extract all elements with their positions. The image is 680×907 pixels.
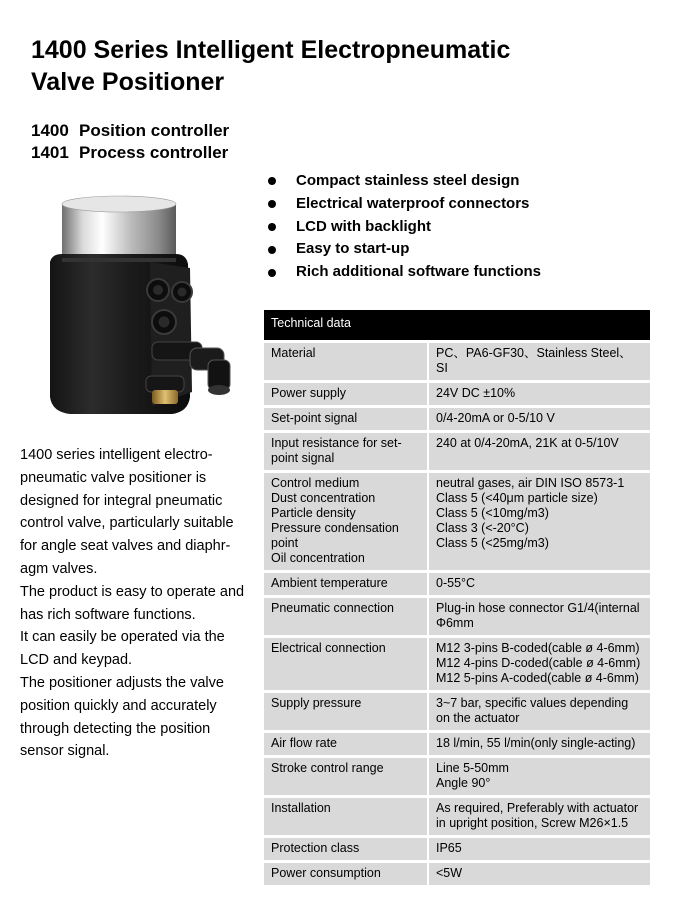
description-paragraph: The product is easy to operate and has rich software functions.	[20, 583, 245, 623]
cell-label	[264, 862, 428, 887]
model-item	[31, 120, 229, 142]
bullet-icon	[268, 269, 276, 277]
table-row	[264, 597, 650, 637]
cell-value	[428, 692, 650, 732]
cell-value-line: neutral gases, air DIN ISO 8573-1	[436, 476, 625, 490]
cell-label	[264, 797, 428, 837]
table-row	[264, 407, 650, 432]
cell-value	[428, 837, 650, 862]
cell-value-line: Class 5 (<25mg/m3)	[436, 536, 549, 550]
cell-value	[428, 407, 650, 432]
table-body	[264, 342, 650, 887]
cell-label-line: Electrical connection	[271, 641, 386, 655]
cell-value	[428, 342, 650, 382]
table-row	[264, 732, 650, 757]
cell-value	[428, 637, 650, 692]
cell-label	[264, 407, 428, 432]
feature-item	[268, 261, 541, 284]
technical-data-table	[264, 310, 650, 888]
bullet-icon	[268, 223, 276, 231]
cell-value-line: <5W	[436, 866, 463, 880]
cell-label	[264, 382, 428, 407]
table-row	[264, 342, 650, 382]
cell-label-line: Material	[271, 346, 316, 360]
product-image	[40, 192, 240, 422]
cell-value-line: 240 at 0/4-20mA, 21K at 0-5/10V	[436, 436, 619, 450]
cell-value-line: M12 4-pins D-coded(cable ø 4-6mm)	[436, 656, 641, 670]
table-row	[264, 382, 650, 407]
table-header: Technical data	[264, 310, 650, 342]
cell-value-line: 18 l/min, 55 l/min(only single-acting)	[436, 736, 636, 750]
bullet-icon	[268, 246, 276, 254]
cell-value-line: Angle 90°	[436, 776, 491, 790]
cell-label-line: Particle density	[271, 506, 356, 520]
table-row	[264, 432, 650, 472]
cell-value-line: 3~7 bar, specific values depending on the actuator	[436, 696, 629, 725]
cell-label	[264, 342, 428, 382]
cell-label-line: Ambient temperature	[271, 576, 388, 590]
model-list	[31, 120, 229, 164]
feature-text: Rich additional software functions	[296, 263, 542, 281]
cell-label	[264, 757, 428, 797]
cell-label-line: Set-point signal	[271, 411, 358, 425]
cell-value	[428, 432, 650, 472]
cell-label-line: Installation	[271, 801, 331, 815]
cell-label-line: Pressure condensation point	[271, 521, 399, 550]
cell-value-line: IP65	[436, 841, 462, 855]
table-row	[264, 837, 650, 862]
model-code: 1401	[31, 143, 69, 162]
table-row	[264, 797, 650, 837]
model-name: Process controller	[79, 143, 229, 162]
cell-label-line: Power supply	[271, 386, 347, 400]
cell-value-line: As required, Preferably with actuator in upright position, Screw M26×1.5	[436, 801, 639, 830]
feature-item	[268, 216, 541, 239]
cell-label-line: Dust concentration	[271, 491, 376, 505]
title-line: 1400 Series Intelligent Electropneumatic	[31, 36, 511, 64]
cell-value	[428, 597, 650, 637]
cell-value-line: Class 3 (<-20°C)	[436, 521, 529, 535]
description-paragraph: The positioner adjusts the valve position quickly and accurately through detecting the position sensor signal.	[20, 674, 224, 760]
cell-value	[428, 382, 650, 407]
cell-value-line: Line 5-50mm	[436, 761, 509, 775]
cell-label-line: Air flow rate	[271, 736, 337, 750]
bullet-icon	[268, 200, 276, 208]
cell-label	[264, 432, 428, 472]
cell-value	[428, 862, 650, 887]
cell-label-line: Supply pressure	[271, 696, 362, 710]
cell-value-line: 24V DC ±10%	[436, 386, 516, 400]
cell-label-line: Power consumption	[271, 866, 381, 880]
cell-value	[428, 757, 650, 797]
cell-label	[264, 597, 428, 637]
cell-label	[264, 837, 428, 862]
title-line: Valve Positioner	[31, 68, 225, 96]
cell-label-line: Oil concentration	[271, 551, 365, 565]
cell-value	[428, 472, 650, 572]
cell-value-line: 0-55°C	[436, 576, 476, 590]
feature-text: Electrical waterproof connectors	[296, 194, 530, 212]
cell-value	[428, 797, 650, 837]
feature-text: Compact stainless steel design	[296, 172, 520, 189]
feature-item	[268, 193, 541, 216]
cell-value-line: 0/4-20mA or 0-5/10 V	[436, 411, 555, 425]
model-code: 1400	[31, 121, 69, 140]
cell-value	[428, 732, 650, 757]
feature-item	[268, 170, 541, 193]
cell-value-line: PC、PA6-GF30、Stainless Steel、SI	[436, 346, 632, 375]
feature-text: LCD with backlight	[296, 217, 431, 235]
table-header-row	[264, 310, 650, 342]
table-row	[264, 472, 650, 572]
feature-item	[268, 238, 541, 261]
table-row	[264, 572, 650, 597]
cell-value-line: Plug-in hose connector G1/4(internal Φ6mm	[436, 601, 640, 630]
model-name: Position controller	[79, 121, 230, 140]
model-item	[31, 142, 229, 164]
feature-text: Easy to start-up	[296, 240, 410, 258]
cell-label-line: Protection class	[271, 841, 360, 855]
cell-value-line: Class 5 (<10mg/m3)	[436, 506, 549, 520]
cell-label-line: Control medium	[271, 476, 360, 490]
cell-value	[428, 572, 650, 597]
cell-label	[264, 692, 428, 732]
page-title	[31, 34, 591, 98]
table-row	[264, 862, 650, 887]
cell-label	[264, 572, 428, 597]
table-row	[264, 757, 650, 797]
cell-label-line: Stroke control range	[271, 761, 384, 775]
description-paragraph: It can easily be operated via the LCD and keypad.	[20, 629, 225, 669]
cell-label	[264, 472, 428, 572]
description-paragraph: 1400 series intelligent electro-pneumatic valve positioner is designed for integral pneumatic control valve, particularly suitable for angle seat valves and diaphr-agm valves.	[20, 447, 234, 577]
cell-label	[264, 732, 428, 757]
cell-value-line: M12 3-pins B-coded(cable ø 4-6mm)	[436, 641, 640, 655]
table-row	[264, 637, 650, 692]
table-row	[264, 692, 650, 732]
cell-label-line: Input resistance for set-point signal	[271, 436, 402, 465]
cell-value-line: M12 5-pins A-coded(cable ø 4-6mm)	[436, 671, 639, 685]
cell-label	[264, 637, 428, 692]
cell-value-line: Class 5 (<40μm particle size)	[436, 491, 598, 505]
product-description	[20, 444, 250, 763]
cell-label-line: Pneumatic connection	[271, 601, 394, 615]
bullet-icon	[268, 177, 276, 185]
feature-list	[268, 170, 541, 284]
